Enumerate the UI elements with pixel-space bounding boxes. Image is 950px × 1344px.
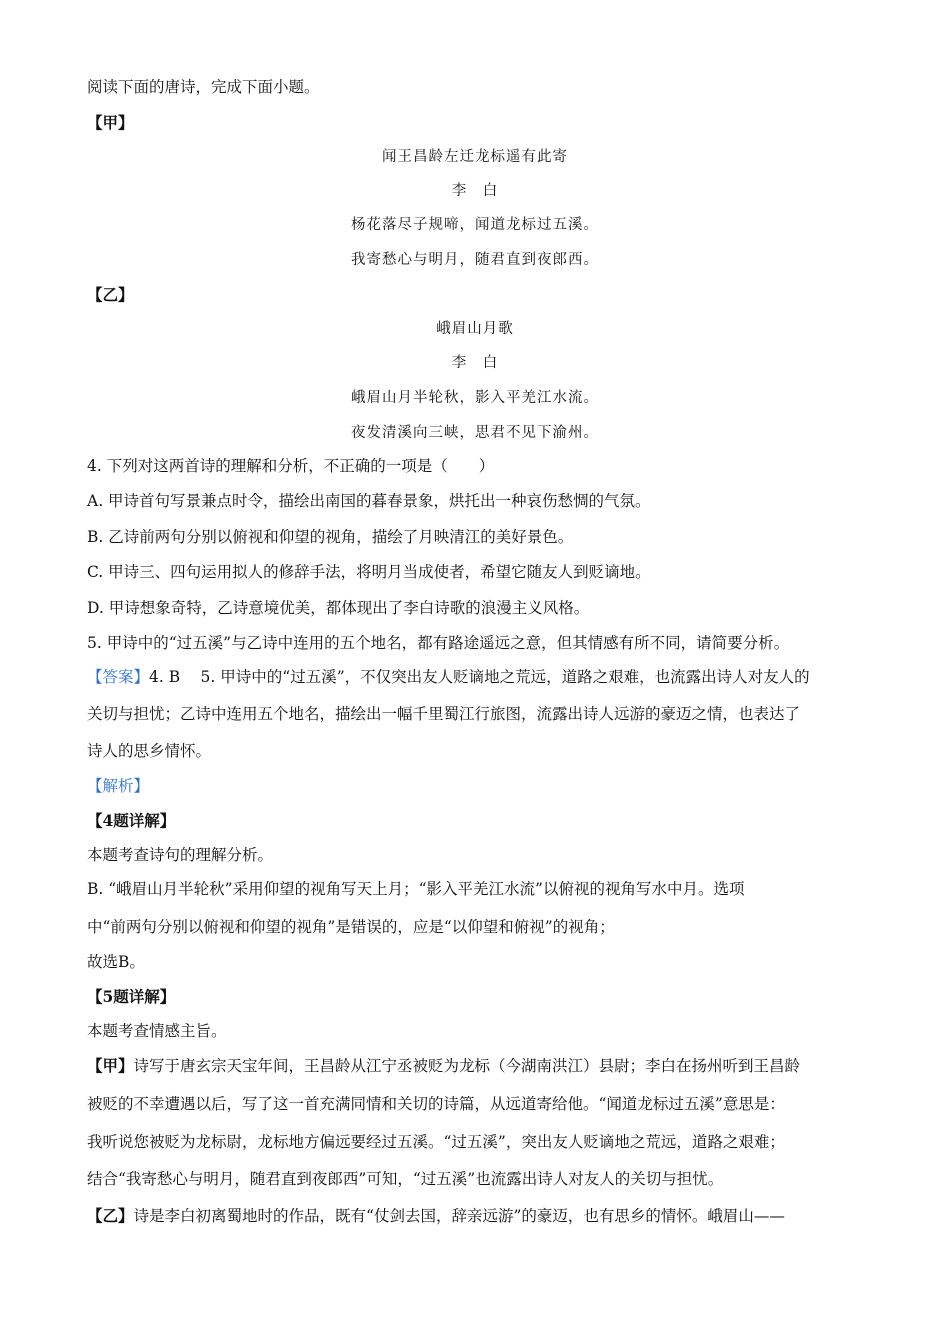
poem-a-label: 【甲】 [87,113,134,132]
detail-5-yi-text: 诗是李白初离蜀地时的作品，既有“仗剑去国，辞亲远游”的豪迈，也有思乡的情怀。峨眉山—— [133,1207,785,1225]
detail-5-label: 【5题详解】 [87,987,176,1006]
detail-5-yi-label: 【乙】 [87,1206,134,1225]
poem-b-author: 李 白 [451,355,499,371]
detail-5-jia-text: 诗写于唐玄宗天宝年间，王昌龄从江宁丞被贬为龙标（今湖南洪江）县尉；李白在扬州听到王昌龄 [133,1057,801,1075]
detail-5-yi-line [87,1206,785,1226]
detail-5-line-1: 本题考查情感主旨。 [87,1022,227,1040]
detail-4-line-3: 中“前两句分别以俯视和仰望的视角”是错误的，应是“以仰望和俯视”的视角； [87,918,615,936]
poem-a-title: 闻王昌龄左迁龙标遥有此寄 [382,149,568,165]
detail-5-line-3: 被贬的不幸遭遇以后，写了这一首充满同情和关切的诗篇，从远道寄给他。“闻道龙标过五溪”意思是： [87,1095,785,1113]
q4-option-b: B. 乙诗前两句分别以俯视和仰望的视角，描绘了月映清江的美好景色。 [87,528,574,546]
intro-text: 阅读下面的唐诗，完成下面小题。 [87,78,320,96]
poem-b-line-1: 峨眉山月半轮秋，影入平羌江水流。 [351,390,599,406]
detail-4-line-4: 故选B。 [87,953,145,971]
detail-5-line-4: 我听说您被贬为龙标尉，龙标地方偏远要经过五溪。“过五溪”，突出友人贬谪地之荒远，道路之艰难； [87,1133,785,1151]
q4-stem: 4. 下列对这两首诗的理解和分析，不正确的一项是（ ） [87,457,495,475]
q4-option-a: A. 甲诗首句写景兼点时令，描绘出南国的暮春景象，烘托出一种哀伤愁惆的气氛。 [87,492,651,510]
poem-b-title: 峨眉山月歌 [436,321,514,337]
q5-stem: 5. 甲诗中的“过五溪”与乙诗中连用的五个地名，都有路途遥远之意，但其情感有所不同，请简要分析。 [87,634,790,652]
detail-5-line-5: 结合“我寄愁心与明月，随君直到夜郎西”可知，“过五溪”也流露出诗人对友人的关切与担忧。 [87,1170,724,1188]
detail-5-jia-line [87,1056,800,1076]
poem-a-line-2: 我寄愁心与明月，随君直到夜郎西。 [351,252,599,268]
answer-label: 【答案】 [87,668,150,686]
answer-line-2: 关切与担忧；乙诗中连用五个地名，描绘出一幅千里蜀江行旅图，流露出诗人远游的豪迈之情，也表达了 [87,705,801,723]
detail-5-jia-label: 【甲】 [87,1056,134,1075]
q4-option-c: C. 甲诗三、四句运用拟人的修辞手法，将明月当成使者，希望它随友人到贬谪地。 [87,563,651,581]
detail-4-line-1: 本题考查诗句的理解分析。 [87,846,274,864]
answer-line-1 [87,667,810,687]
answer-line-3: 诗人的思乡情怀。 [87,742,212,760]
detail-4-label: 【4题详解】 [87,811,176,830]
answer-text-1: 4. B 5. 甲诗中的“过五溪”，不仅突出友人贬谪地之荒远，道路之艰难，也流露出诗人对友人的 [149,668,810,686]
detail-4-line-2: B. “峨眉山月半轮秋”采用仰望的视角写天上月；“影入平羌江水流”以俯视的视角写水中月。选项 [87,880,745,898]
poem-a-line-1: 杨花落尽子规啼，闻道龙标过五溪。 [351,217,599,233]
analysis-label: 【解析】 [87,777,150,795]
poem-b-line-2: 夜发清溪向三峡，思君不见下渝州。 [351,425,599,441]
poem-b-label: 【乙】 [87,285,134,304]
q4-option-d: D. 甲诗想象奇特，乙诗意境优美，都体现出了李白诗歌的浪漫主义风格。 [87,599,590,617]
poem-a-author: 李 白 [451,183,499,199]
